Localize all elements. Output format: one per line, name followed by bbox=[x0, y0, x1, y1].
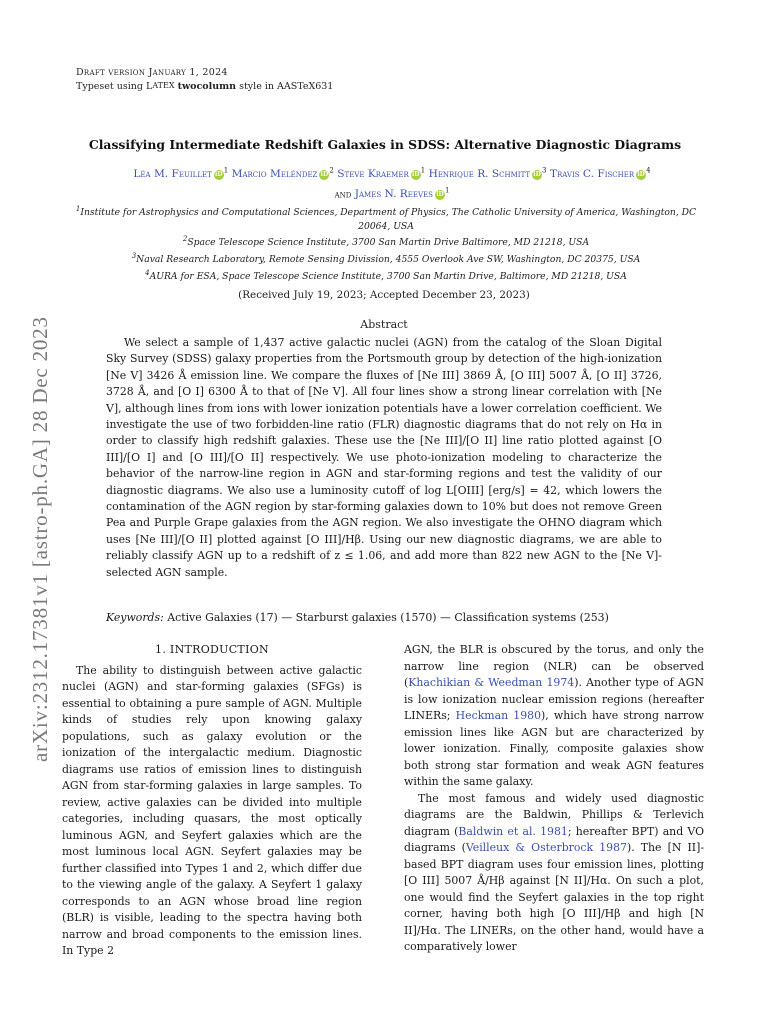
draft-header bbox=[76, 66, 333, 93]
orcid-icon[interactable]: iD bbox=[436, 191, 444, 199]
orcid-icon[interactable]: iD bbox=[215, 170, 223, 178]
orcid-icon[interactable]: iD bbox=[320, 170, 329, 178]
paper-title: Classifying Intermediate Redshift Galaxies in SDSS: Alternative Diagnostic Diagrams bbox=[88, 137, 682, 152]
typeset-line: Typeset using LATEX twocolumn style in AASTeX631 bbox=[76, 81, 334, 92]
keywords-list: Active Galaxies (17) — Starburst galaxies (1570) — Classification systems (253) bbox=[167, 611, 609, 624]
citation-link[interactable]: Veilleux & Osterbrock 1987 bbox=[465, 841, 627, 854]
draft-version: Draft version January 1, 2024 bbox=[76, 67, 228, 78]
citation-link[interactable]: Heckman 1980 bbox=[455, 709, 542, 722]
orcid-icon[interactable]: iD bbox=[637, 170, 645, 178]
affiliations bbox=[62, 203, 710, 283]
authors-and: and bbox=[334, 188, 352, 201]
author-list bbox=[82, 162, 702, 203]
orcid-icon[interactable]: iD bbox=[533, 170, 541, 178]
abstract-text: We select a sample of 1,437 active galactic nuclei (AGN) from the catalog of the Sloan Digital Sky Survey (SDSS) galaxy properties from the Portsmouth group by detection of the high-ionization [Ne V] 3426 Å emission line. We compare the fluxes of [Ne III] 3869 Å, [O III] 5007 Å, [O II] 3726, 3728 Å, and [O I] 6300 Å to that of [Ne V]. All four lines show a strong linear correlation with [Ne V], although lines from ions with lower ionization potentials have a lower correlation coefficient. We investigate the use of two forbidden-line ratio (FLR) diagnostic diagrams that do not rely on Hα in order to classify high redshift galaxies. These use the [Ne III]/[O II] line ratio plotted against [O III]/[O I] and [O III]/[O II] respectively. We use photo-ionization modeling to characterize the behavior of the narrow-line region in AGN and star-forming regions and test the validity of our diagnostic diagrams. We also use a luminosity cutoff of log L[OIII] [erg/s] = 42, which lowers the contamination of the AGN region by star-forming galaxies down to 10% but does not remove Green Pea and Purple Grape galaxies from the AGN region. We also investigate the OHNO diagram which uses [Ne III]/[O II] plotted against [O III]/Hβ. Using our new diagnostic diagrams, we are able to reliably classify AGN up to a redshift of z ≤ 1.06, and add more than 822 new AGN to the [Ne V]-selected AGN sample. bbox=[106, 336, 662, 579]
intro-paragraph: The ability to distinguish between active galactic nuclei (AGN) and star-forming galaxies (SFGs) is essential to obtaining a pure sample of AGN. Multiple kinds of studies rely upon knowing galaxy populations, such as galaxy evolution or the ionization of the intergalactic medium. Diagnostic diagrams use ratios of emission lines to distinguish AGN from star-forming galaxies in large samples. To review, active galaxies can be divided into multiple categories, including quasars, the most optically luminous AGN, and Seyfert galaxies which are the most luminous local AGN. Seyfert galaxies may be further classified into Types 1 and 2, which differ due to the viewing angle of the galaxy. A Seyfert 1 galaxy corresponds to an AGN whose broad line region (BLR) is visible, leading to the spectra having both narrow and broad components to the emission lines. In Type 2 bbox=[62, 663, 362, 957]
affiliation: $^2$Space Telescope Science Institute, 3700 San Martin Drive Baltimore, MD 21218, USA bbox=[182, 235, 590, 249]
affiliation: $^3$Naval Research Laboratory, Remote Sensing Divission, 4555 Overlook Ave SW, Washington, DC 20375, USA bbox=[131, 251, 641, 265]
section-heading: 1. INTRODUCTION bbox=[155, 643, 269, 656]
author-link[interactable]: Steve Kraemer $iD^1$ bbox=[337, 166, 426, 180]
author-link[interactable]: Marcio Meléndez $iD^2$ bbox=[231, 166, 334, 180]
keywords-label: Keywords: bbox=[106, 611, 164, 624]
body-paragraph: AGN, the BLR is obscured by the torus, and only the narrow line region (NLR) can be observed (Khachikian & Weedman 1974). Another type of AGN is low ionization nuclear emission regions (hereafter LINERs; Heckman 1980), which have strong narrow emission lines like AGN but are characterized by lower ionization. Finally, composite galaxies show both strong star formation and weak AGN features within the same galaxy. bbox=[404, 643, 705, 788]
citation-link[interactable]: Baldwin et al. 1981 bbox=[458, 824, 568, 838]
affiliation: $^4$AURA for ESA, Space Telescope Science Institute, 3700 San Martin Drive, Baltimore, MD 21218, USA bbox=[145, 268, 627, 282]
affiliation: $^1$Institute for Astrophysics and Computational Sciences, Department of Physics, The Catholic University of America, Washington, DC 20064, USA bbox=[75, 205, 697, 232]
abstract-heading: Abstract bbox=[360, 318, 408, 331]
author-link[interactable]: Henrique R. Schmitt $iD^3$ bbox=[428, 166, 547, 180]
body-paragraph: The most famous and widely used diagnostic diagrams are the Baldwin, Phillips & Terlevich diagram (Baldwin et al. 1981; hereafter BPT) and VO diagrams (Veilleux & Osterbrock 1987). The [N II]-based BPT diagram uses four emission lines, plotting [O III] 5007 Å/Hβ against [N II]/Hα. On such a plot, one would find the Seyfert galaxies in the top right corner, having both high [O III]/Hβ and high [N II]/Hα. The LINERs, on the other hand, would have a comparatively lower bbox=[404, 791, 704, 953]
left-column bbox=[62, 642, 362, 960]
keywords bbox=[106, 611, 676, 624]
received-dates: (Received July 19, 2023; Accepted December 23, 2023) bbox=[238, 289, 530, 301]
author-link[interactable]: Travis C. Fischer $iD^4$ bbox=[549, 166, 651, 180]
author-link[interactable]: Léa M. Feuillet $iD^1$ bbox=[133, 166, 229, 180]
citation-link[interactable]: Khachikian & Weedman 1974 bbox=[408, 676, 575, 689]
author-link[interactable]: James N. Reeves $iD^1$ bbox=[354, 186, 450, 201]
arxiv-stamp-text: arXiv:2312.17381v1 [astro-ph.GA] 28 Dec 2023 bbox=[28, 316, 52, 762]
orcid-icon[interactable]: iD bbox=[411, 170, 420, 178]
right-column bbox=[404, 642, 704, 956]
